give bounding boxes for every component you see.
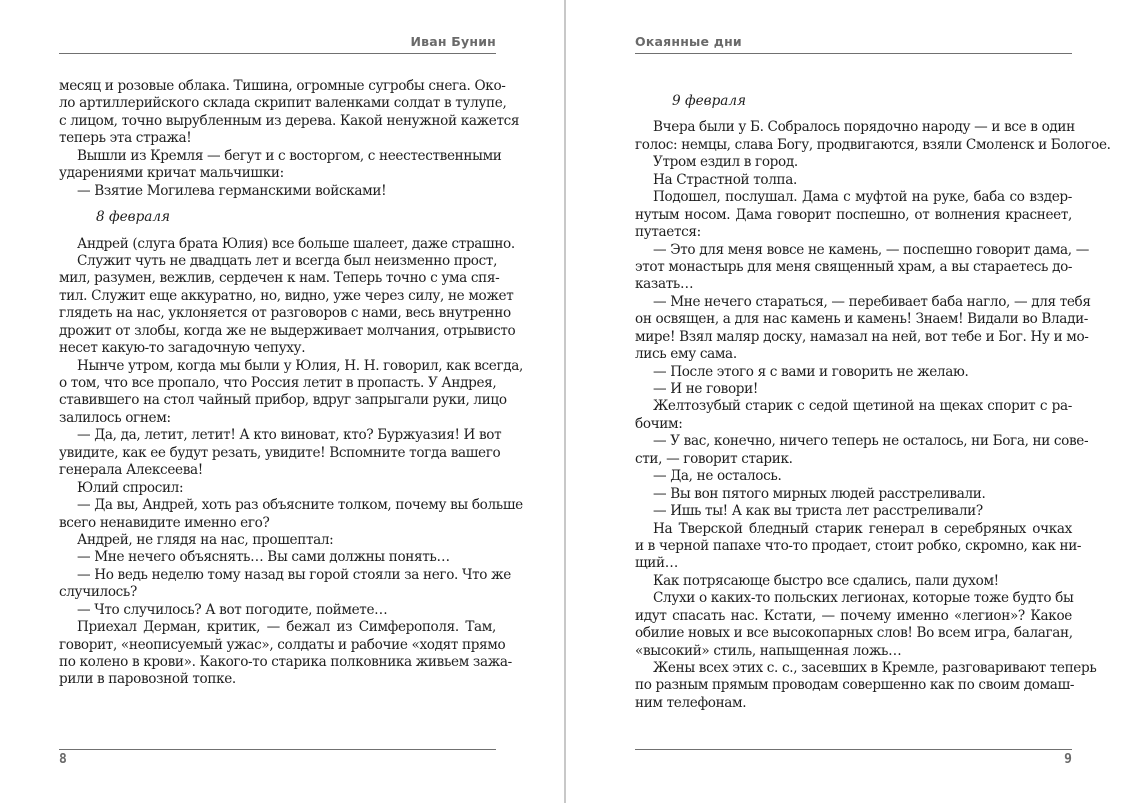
text-line: сти, — говорит старик.	[635, 450, 793, 467]
text-line: глядеть на нас, уклоняется от разговоров с нами, весь внутренно	[59, 305, 511, 322]
text-line: Желтозубый старик с седой щетиной на щеках спорит с ра-	[653, 398, 1072, 415]
text-line: На Тверской бледный старик генерал в серебряных очках	[653, 520, 1072, 537]
text-line: — Это для меня вовсе не камень, — поспешно говорит дама, —	[653, 241, 1089, 258]
page-number: 8	[59, 752, 67, 767]
text-line: — У вас, конечно, ничего теперь не осталось, ни Бога, ни сове-	[653, 433, 1089, 450]
text-line: говорит, «неописуемый ужас», солдаты и рабочие «ходят прямо	[59, 636, 506, 653]
text-line: месяц и розовые облака. Тишина, огромные сугробы снега. Око-	[59, 78, 506, 94]
header-rule	[635, 53, 1072, 54]
text-line: Андрей, не глядя на нас, прошептал:	[77, 531, 334, 548]
text-line: путается:	[635, 224, 701, 241]
text-line: лись ему сама.	[635, 346, 737, 363]
left-page	[59, 0, 523, 803]
text-line: Подошел, послушал. Дама с муфтой на руке, баба со вздер-	[653, 189, 1072, 206]
text-line: нутым носом. Дама говорит поспешно, от волнения краснеет,	[635, 206, 1072, 223]
text-line: — Да, не осталось.	[653, 468, 782, 485]
text-line: Юлий спросил:	[77, 479, 184, 496]
text-line: по колено в крови». Какого-то старика полковника живьем зажа-	[59, 654, 512, 670]
text-line: Утром ездил в город.	[653, 154, 798, 171]
text-line: Слухи о каких-то польских легионах, которые тоже будто бы	[653, 590, 1074, 607]
text-line: Служит чуть не двадцать лет и всегда был неизменно прост,	[77, 252, 498, 269]
text-line: — Да вы, Андрей, хоть раз объясните толком, почему вы больше	[77, 497, 523, 514]
text-line: по разным прямым проводам совершенно как по своим домаш-	[635, 677, 1075, 694]
text-line: ставившего на стол чайный прибор, вдруг запрыгали руки, лицо	[59, 392, 507, 409]
text-line: Как потрясающе быстро все сдались, пали духом!	[653, 572, 999, 589]
text-line: генерала Алексеева!	[59, 462, 203, 479]
text-line: «высокий» стиль, напыщенная ложь…	[635, 642, 902, 659]
text-line: Приехал Дерман, критик, — бежал из Симферополя. Там,	[77, 619, 496, 636]
text-line: и в черной папахе что-то продает, стоит робко, скромно, как ни-	[635, 537, 1082, 554]
text-line: ударениями кричат мальчишки:	[59, 165, 284, 182]
text-line: залилось огнем:	[59, 409, 171, 426]
text-line: увидите, как ее будут резать, увидите! Вспомните тогда вашего	[59, 444, 501, 461]
spacer	[59, 227, 496, 236]
text-line: ло артиллерийского склада скрипит валенками солдат в тулупе,	[59, 95, 507, 112]
text-line: — Но ведь неделю тому назад вы горой стояли за него. Что же	[77, 566, 511, 583]
text-line: — Мне нечего объяснять… Вы сами должны понять…	[77, 549, 450, 566]
spacer	[59, 200, 496, 209]
text-line: ним телефонам.	[635, 694, 747, 711]
running-head-author: Иван Бунин	[410, 34, 496, 49]
text-line: — После этого я с вами и говорить не желаю.	[653, 363, 969, 380]
text-line: он освящен, а для нас камень и камень! Знаем! Видали во Влади-	[635, 311, 1089, 328]
text-line: дрожит от злобы, когда же не выдерживает молчания, отрывисто	[59, 322, 516, 339]
diary-date-heading: 8 февраля	[96, 209, 171, 226]
text-line: Вышли из Кремля — бегут и с восторгом, с неестественными	[77, 147, 502, 164]
text-line: обилие новых и все высокопарных слов! Во всем игра, балаган,	[635, 625, 1073, 642]
page-number: 9	[1064, 752, 1072, 767]
text-line: — Вы вон пятого мирных людей расстреливали.	[653, 485, 986, 502]
text-line: — Ишь ты! А как вы триста лет расстреливали?	[653, 503, 983, 520]
text-line: рили в паровозной топке.	[59, 671, 236, 688]
page-gutter-divider	[564, 0, 566, 803]
text-line: мил, разумен, вежлив, сердечен к нам. Теперь точно с ума спя-	[59, 270, 500, 287]
text-line: казать…	[635, 276, 694, 293]
text-line: бочим:	[635, 415, 683, 432]
text-line: голос: немцы, слава Богу, продвигаются, взяли Смоленск и Бологое.	[635, 136, 1111, 153]
text-line: — И не говори!	[653, 381, 758, 397]
text-line: Жены всех этих с. с., засевших в Кремле, разговаривают теперь	[653, 660, 1097, 676]
diary-date-heading: 9 февраля	[672, 93, 747, 109]
text-line: идут спасать нас. Кстати, — почему именно «легион»? Какое	[635, 607, 1072, 624]
right-page	[635, 0, 1111, 803]
text-line: — Да, да, летит, летит! А кто виноват, кто? Буржуазия! И вот	[77, 427, 502, 444]
left-page-body	[59, 78, 523, 689]
text-line: — Взятие Могилева германскими войсками!	[77, 182, 387, 199]
text-line: Нынче утром, когда мы были у Юлия, Н. Н. говорил, как всегда,	[77, 357, 523, 374]
text-line: теперь эта стража!	[59, 130, 192, 147]
text-line: — Мне нечего стараться, — перебивает баба нагло, — для тебя	[653, 293, 1091, 310]
text-line: случилось?	[59, 584, 137, 601]
text-line: Андрей (слуга брата Юлия) все больше шалеет, даже страшно.	[77, 235, 515, 252]
text-line: — Что случилось? А вот погодите, поймете…	[77, 601, 388, 618]
text-line: этот монастырь для меня священный храм, а вы стараетесь до-	[635, 258, 1073, 275]
footer-rule	[635, 749, 1072, 750]
text-line: с лицом, точно вырубленным из дерева. Какой ненужной кажется	[59, 112, 520, 129]
text-line: Вчера были у Б. Собралось порядочно народу — и все в один	[653, 119, 1075, 136]
text-line: щий…	[635, 555, 678, 572]
footer-rule	[59, 749, 496, 750]
text-line: о том, что все пропало, что Россия летит в пропасть. У Андрея,	[59, 375, 497, 391]
text-line: тил. Служит еще аккуратно, но, видно, уже через силу, не может	[59, 287, 514, 304]
text-line: мире! Взял маляр доску, намазал на ней, вот тебе и Бог. Ну и мо-	[635, 328, 1089, 345]
spacer	[635, 110, 1072, 119]
right-page-body	[635, 93, 1111, 712]
text-line: На Страстной толпа.	[653, 171, 797, 188]
running-head-title: Окаянные дни	[635, 34, 742, 49]
text-line: несет какую-то загадочную чепуху.	[59, 340, 306, 357]
text-line: всего ненавидите именно его?	[59, 514, 270, 531]
header-rule	[59, 53, 496, 54]
